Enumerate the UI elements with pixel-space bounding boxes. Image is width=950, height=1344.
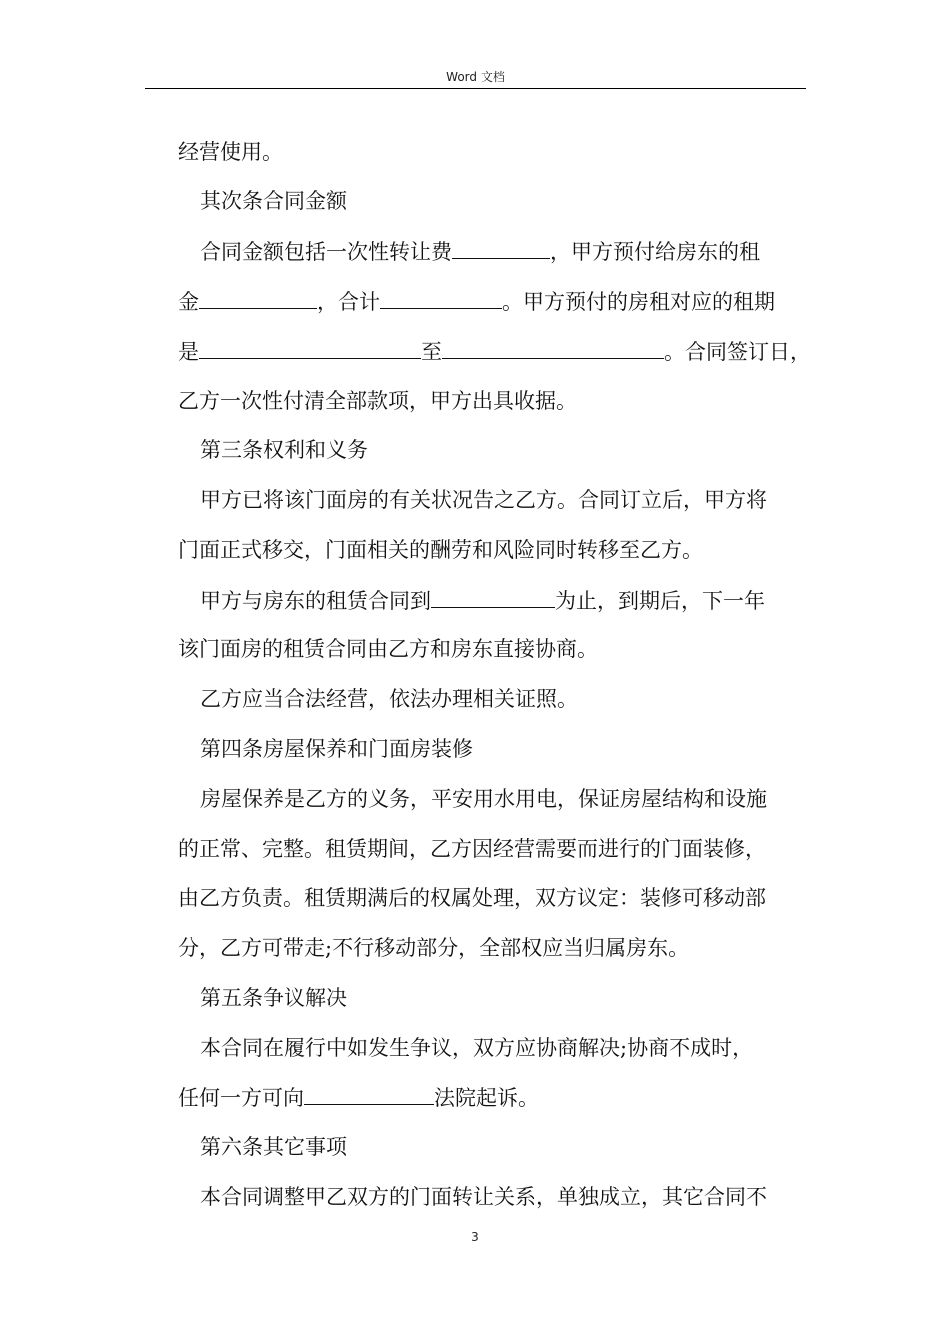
fill-in-blank[interactable] [431,587,555,608]
text: 本合同在履行中如发生争议，双方应协商解决;协商不成时， [200,1036,754,1060]
section-heading [200,1134,347,1160]
paragraph-line [200,487,767,513]
text: 其次条合同金额 [200,189,347,213]
text: 房屋保养是乙方的义务，平安用水用电，保证房屋结构和设施 [200,787,767,811]
text: 至 [421,340,442,364]
section-heading [200,188,347,214]
text: 。甲方预付的房租对应的租期 [502,290,775,314]
text: 该门面房的租赁合同由乙方和房东直接协商。 [178,637,598,661]
text: 的正常、完整。租赁期间，乙方因经营需要而进行的门面装修， [178,837,766,861]
page-header [145,66,806,89]
text: 甲方与房东的租赁合同到 [200,589,431,613]
paragraph-line [200,786,767,812]
text: 任何一方可向 [178,1086,304,1110]
paragraph-line [178,935,689,961]
section-heading [200,736,473,762]
fill-in-blank[interactable] [452,238,550,259]
text: ，甲方预付给房东的租 [550,240,760,264]
paragraph-line [178,537,703,563]
text: 合同金额包括一次性转让费 [200,240,452,264]
text: 本合同调整甲乙双方的门面转让关系，单独成立，其它合同不 [200,1185,767,1209]
paragraph-line [178,1084,539,1111]
header-title: Word 文档 [446,70,505,84]
text: ，合计 [317,290,380,314]
paragraph-line [178,338,811,365]
text: 金 [178,290,199,314]
section-heading [200,985,347,1011]
fill-in-blank[interactable] [380,288,502,309]
text: 法院起诉。 [434,1086,539,1110]
text: 是 [178,340,199,364]
text: 第四条房屋保养和门面房装修 [200,737,473,761]
text: 乙方一次性付清全部款项，甲方出具收据。 [178,389,577,413]
paragraph-line [178,388,577,414]
text: 第三条权利和义务 [200,438,368,462]
text: 甲方已将该门面房的有关状况告之乙方。合同订立后，甲方将 [200,488,767,512]
paragraph-line [178,836,766,862]
fill-in-blank[interactable] [304,1084,434,1105]
page-number: 3 [471,1230,479,1244]
paragraph-line [200,1035,753,1061]
fill-in-blank[interactable] [442,338,664,359]
paragraph-line [178,139,283,165]
section-heading [200,437,368,463]
text: 由乙方负责。租赁期满后的权属处理，双方议定：装修可移动部 [178,886,766,910]
text: 为止，到期后，下一年 [555,589,765,613]
text: 门面正式移交，门面相关的酬劳和风险同时转移至乙方。 [178,538,703,562]
text: 。合同签订日， [664,340,811,364]
paragraph-line [178,885,766,911]
fill-in-blank[interactable] [199,288,317,309]
text: 分，乙方可带走;不行移动部分，全部权应当归属房东。 [178,936,690,960]
paragraph-line [178,288,775,315]
fill-in-blank[interactable] [199,338,421,359]
text: 乙方应当合法经营，依法办理相关证照。 [200,687,578,711]
text: 经营使用。 [178,140,283,164]
text: 第六条其它事项 [200,1135,347,1159]
text: 第五条争议解决 [200,986,347,1010]
paragraph-line [200,686,578,712]
paragraph-line [200,238,760,265]
paragraph-line [200,587,765,614]
paragraph-line [200,1184,767,1210]
paragraph-line [178,636,598,662]
